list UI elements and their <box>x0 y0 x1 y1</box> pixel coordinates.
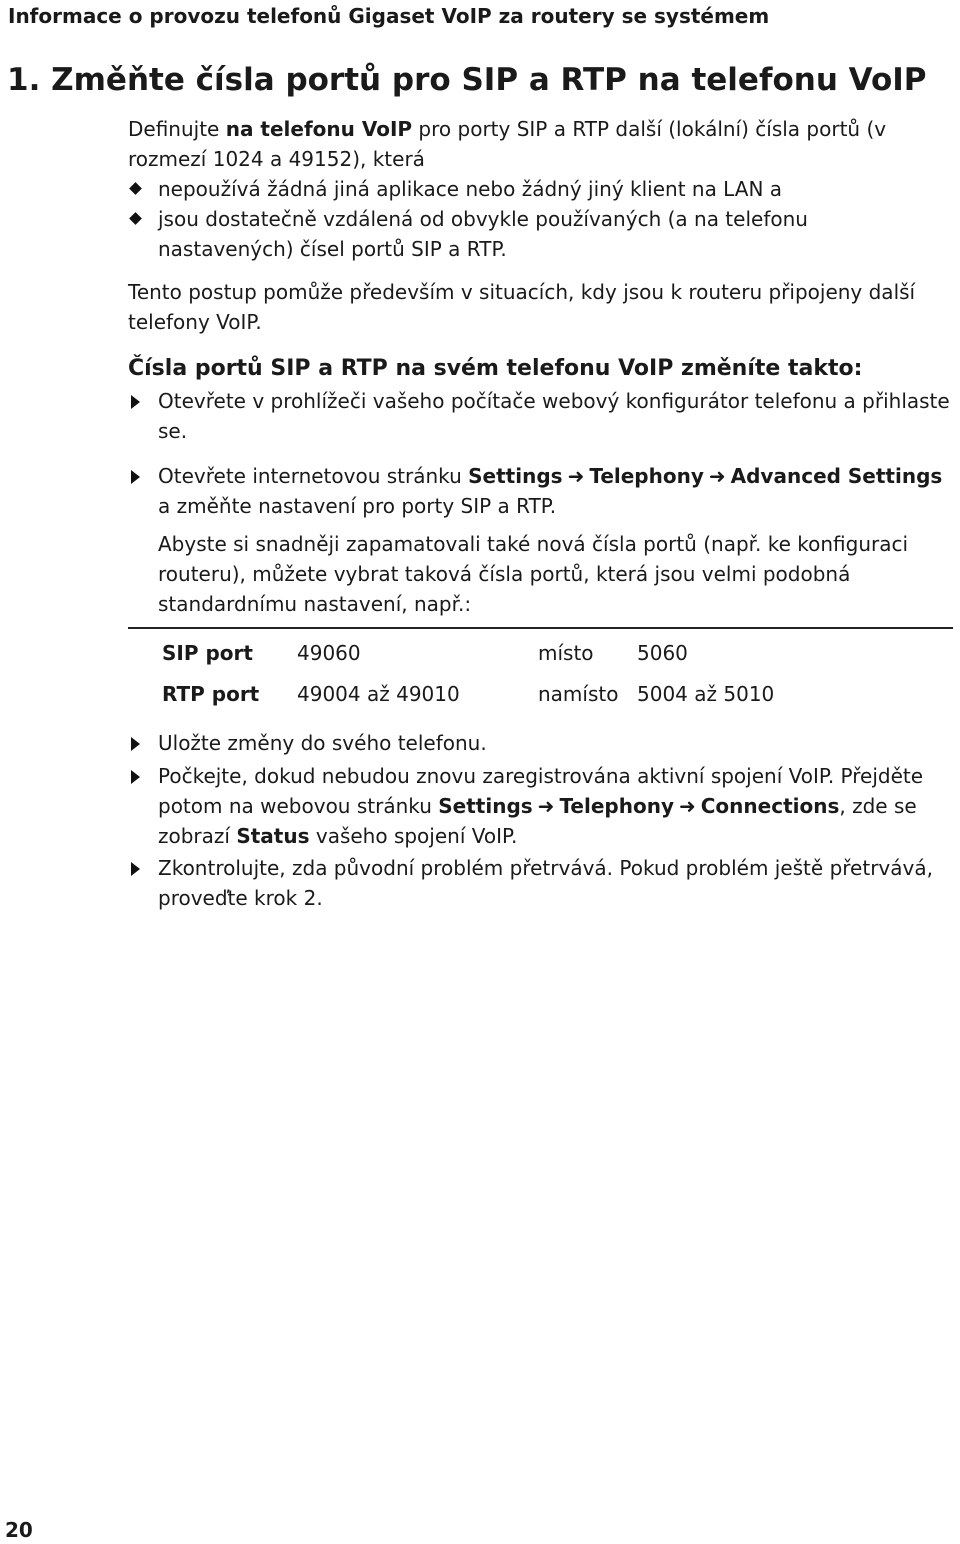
port-label: RTP port <box>162 681 260 706</box>
table-row <box>162 632 774 673</box>
new-port-value: 49004 až 49010 <box>297 681 460 706</box>
menu-telephony: Telephony <box>559 794 674 818</box>
step-save-changes <box>128 728 953 758</box>
step-text-pre: Otevřete internetovou stránku <box>158 464 469 488</box>
menu-settings: Settings <box>468 464 563 488</box>
menu-connections: Connections <box>700 794 840 818</box>
intro-text-bold: na telefonu VoIP <box>225 117 413 141</box>
intro-bullet-text: nepoužívá žádná jiná aplikace nebo žádný jiný klient na LAN a <box>158 177 783 201</box>
step-open-configurator <box>128 386 953 446</box>
intro-bullet <box>128 174 948 204</box>
old-port-value: 5004 až 5010 <box>637 681 775 706</box>
status-label: Status <box>236 824 310 848</box>
step-text-post: a změňte nastavení pro porty SIP a RTP. <box>158 494 557 518</box>
old-port-value: 5060 <box>637 640 688 665</box>
triangle-step-icon <box>131 862 140 876</box>
intro-text-post: pro porty SIP a RTP další (lokální) čísla portů (v rozmezí 1024 a 49152), která <box>128 117 887 171</box>
triangle-step-icon <box>131 770 140 784</box>
arrow-right-icon: ➜ <box>708 464 726 488</box>
step-check-problem <box>128 853 953 913</box>
port-label: SIP port <box>162 640 253 665</box>
intro-paragraph <box>128 114 948 174</box>
intro-bullet-text: jsou dostatečně vzdálená od obvykle používaných (a na telefonu nastavených) čísel portů SIP a RTP. <box>158 207 808 261</box>
arrow-right-icon: ➜ <box>678 794 696 818</box>
menu-telephony: Telephony <box>589 464 704 488</box>
arrow-right-icon: ➜ <box>537 794 555 818</box>
step-text: Zkontrolujte, zda původní problém přetrvává. Pokud problém ještě přetrvává, proveďte krok 2. <box>158 856 933 910</box>
table-row <box>162 673 774 714</box>
new-port-value: 49060 <box>297 640 361 665</box>
running-header: Informace o provozu telefonů Gigaset VoIP za routery se systémem <box>8 4 770 28</box>
intro-block <box>128 114 948 264</box>
port-mapping-table <box>162 632 774 714</box>
section-title: 1. Změňte čísla portů pro SIP a RTP na telefonu VoIP <box>7 62 927 98</box>
step-text-pre: Počkejte, dokud nebudou znovu zaregistrována aktivní spojení VoIP. Přejděte potom na webovou stránku <box>158 764 924 818</box>
procedure-heading: Čísla portů SIP a RTP na svém telefonu VoIP změníte takto: <box>128 356 863 381</box>
step-open-settings <box>128 461 953 619</box>
menu-settings: Settings <box>438 794 533 818</box>
intro-text-pre: Definujte <box>128 117 226 141</box>
diamond-bullet-icon <box>129 182 142 195</box>
instead-word: namísto <box>538 681 619 706</box>
page-number: 20 <box>5 1518 33 1542</box>
step-text-post: vašeho spojení VoIP. <box>309 824 518 848</box>
triangle-step-icon <box>131 395 140 409</box>
step-note: Abyste si snadněji zapamatovali také nová čísla portů (např. ke konfiguraci routeru), můžete vybrat taková čísla portů, která jsou velmi podobná standardnímu nastavení, např.: <box>158 532 909 616</box>
intro-bullet <box>128 204 948 264</box>
step-text: Otevřete v prohlížeči vašeho počítače webový konfigurátor telefonu a přihlaste se. <box>158 389 950 443</box>
step-text: Uložte změny do svého telefonu. <box>158 731 487 755</box>
arrow-right-icon: ➜ <box>567 464 585 488</box>
table-top-rule <box>128 627 953 629</box>
step-wait-registration <box>128 761 953 851</box>
step-text-mid: , zde se zobrazí <box>158 794 917 848</box>
explanation-paragraph: Tento postup pomůže především v situacích, kdy jsou k routeru připojeny další telefony VoIP. <box>128 280 916 334</box>
instead-word: místo <box>538 640 594 665</box>
triangle-step-icon <box>131 470 140 484</box>
menu-advanced-settings: Advanced Settings <box>730 464 943 488</box>
triangle-step-icon <box>131 737 140 751</box>
diamond-bullet-icon <box>129 212 142 225</box>
